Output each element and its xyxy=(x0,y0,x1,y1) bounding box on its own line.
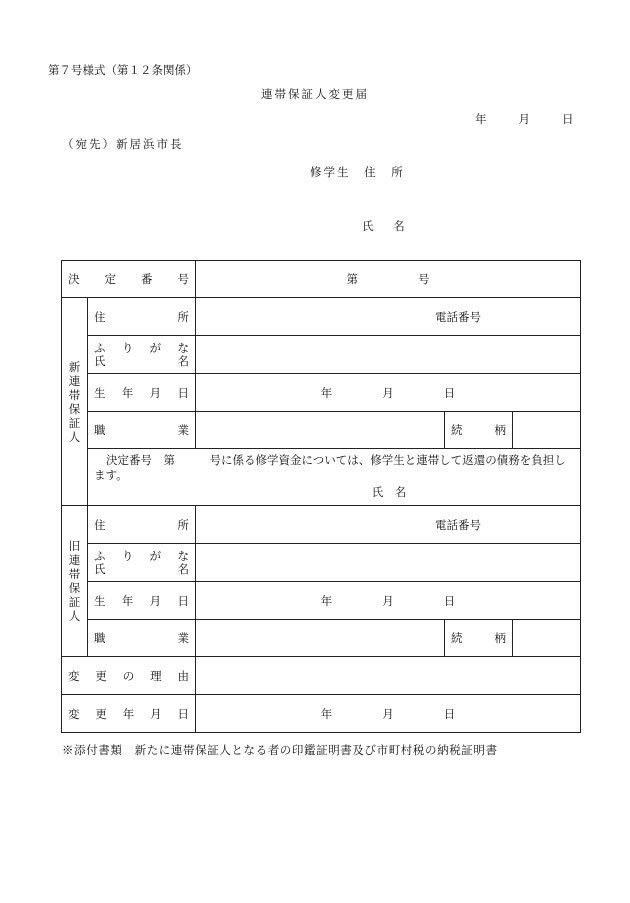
old-name-field[interactable] xyxy=(196,544,581,582)
submission-date xyxy=(475,111,574,127)
old-relationship-field[interactable] xyxy=(513,620,581,657)
old-occupation-field[interactable] xyxy=(196,620,445,657)
old-birthdate-field[interactable]: 年 月 日 xyxy=(196,582,581,620)
new-address-label: 住 所 xyxy=(88,298,196,336)
new-birthdate-field[interactable]: 年 月 日 xyxy=(196,374,581,412)
guarantee-sign-label: 氏 名 xyxy=(371,485,407,499)
old-name-label: ふ り が な 氏 名 xyxy=(88,544,196,582)
attachment-note: ※添付書類 新たに連帯保証人となる者の印鑑証明書及び市町村税の納税証明書 xyxy=(62,743,498,757)
student-address-label: 修学生 住 所 xyxy=(310,165,405,179)
new-name-label: ふ り が な 氏 名 xyxy=(88,336,196,374)
old-occupation-label: 職 業 xyxy=(88,620,196,657)
decision-number-label: 決 定 番 号 xyxy=(62,261,196,298)
year-label: 年 xyxy=(475,112,487,126)
new-address-field[interactable]: 電話番号 xyxy=(196,298,581,336)
new-occupation-field[interactable] xyxy=(196,412,445,449)
change-date-label: 変 更 年 月 日 xyxy=(62,695,196,733)
guarantee-statement xyxy=(88,449,581,506)
guarantee-statement-text: 決定番号 第 号に係る修学資金については、修学生と連帯して返還の債務を負担します。 xyxy=(94,453,566,482)
guarantor-change-table xyxy=(61,260,581,733)
new-occupation-label: 職 業 xyxy=(88,412,196,449)
new-relationship-field[interactable] xyxy=(513,412,581,449)
new-guarantor-group-label: 新連帯保証人 xyxy=(62,298,88,506)
addressee: （宛先）新居浜市長 xyxy=(62,137,184,151)
old-address-field[interactable]: 電話番号 xyxy=(196,506,581,544)
month-label: 月 xyxy=(518,112,530,126)
old-guarantor-group-label: 旧連帯保証人 xyxy=(62,506,88,657)
old-relationship-label: 続 柄 xyxy=(445,620,513,657)
form-title: 連帯保証人変更届 xyxy=(261,87,369,101)
decision-number-field[interactable]: 第 号 xyxy=(196,261,581,298)
old-birthdate-label: 生 年 月 日 xyxy=(88,582,196,620)
old-address-label: 住 所 xyxy=(88,506,196,544)
form-number: 第７号様式（第１２条関係） xyxy=(48,63,198,77)
new-name-field[interactable] xyxy=(196,336,581,374)
day-label: 日 xyxy=(562,112,574,126)
student-name-label: 氏 名 xyxy=(362,219,405,233)
change-reason-field[interactable] xyxy=(196,657,581,695)
change-reason-label: 変 更 の 理 由 xyxy=(62,657,196,695)
new-relationship-label: 続 柄 xyxy=(445,412,513,449)
new-birthdate-label: 生 年 月 日 xyxy=(88,374,196,412)
change-date-field[interactable]: 年 月 日 xyxy=(196,695,581,733)
